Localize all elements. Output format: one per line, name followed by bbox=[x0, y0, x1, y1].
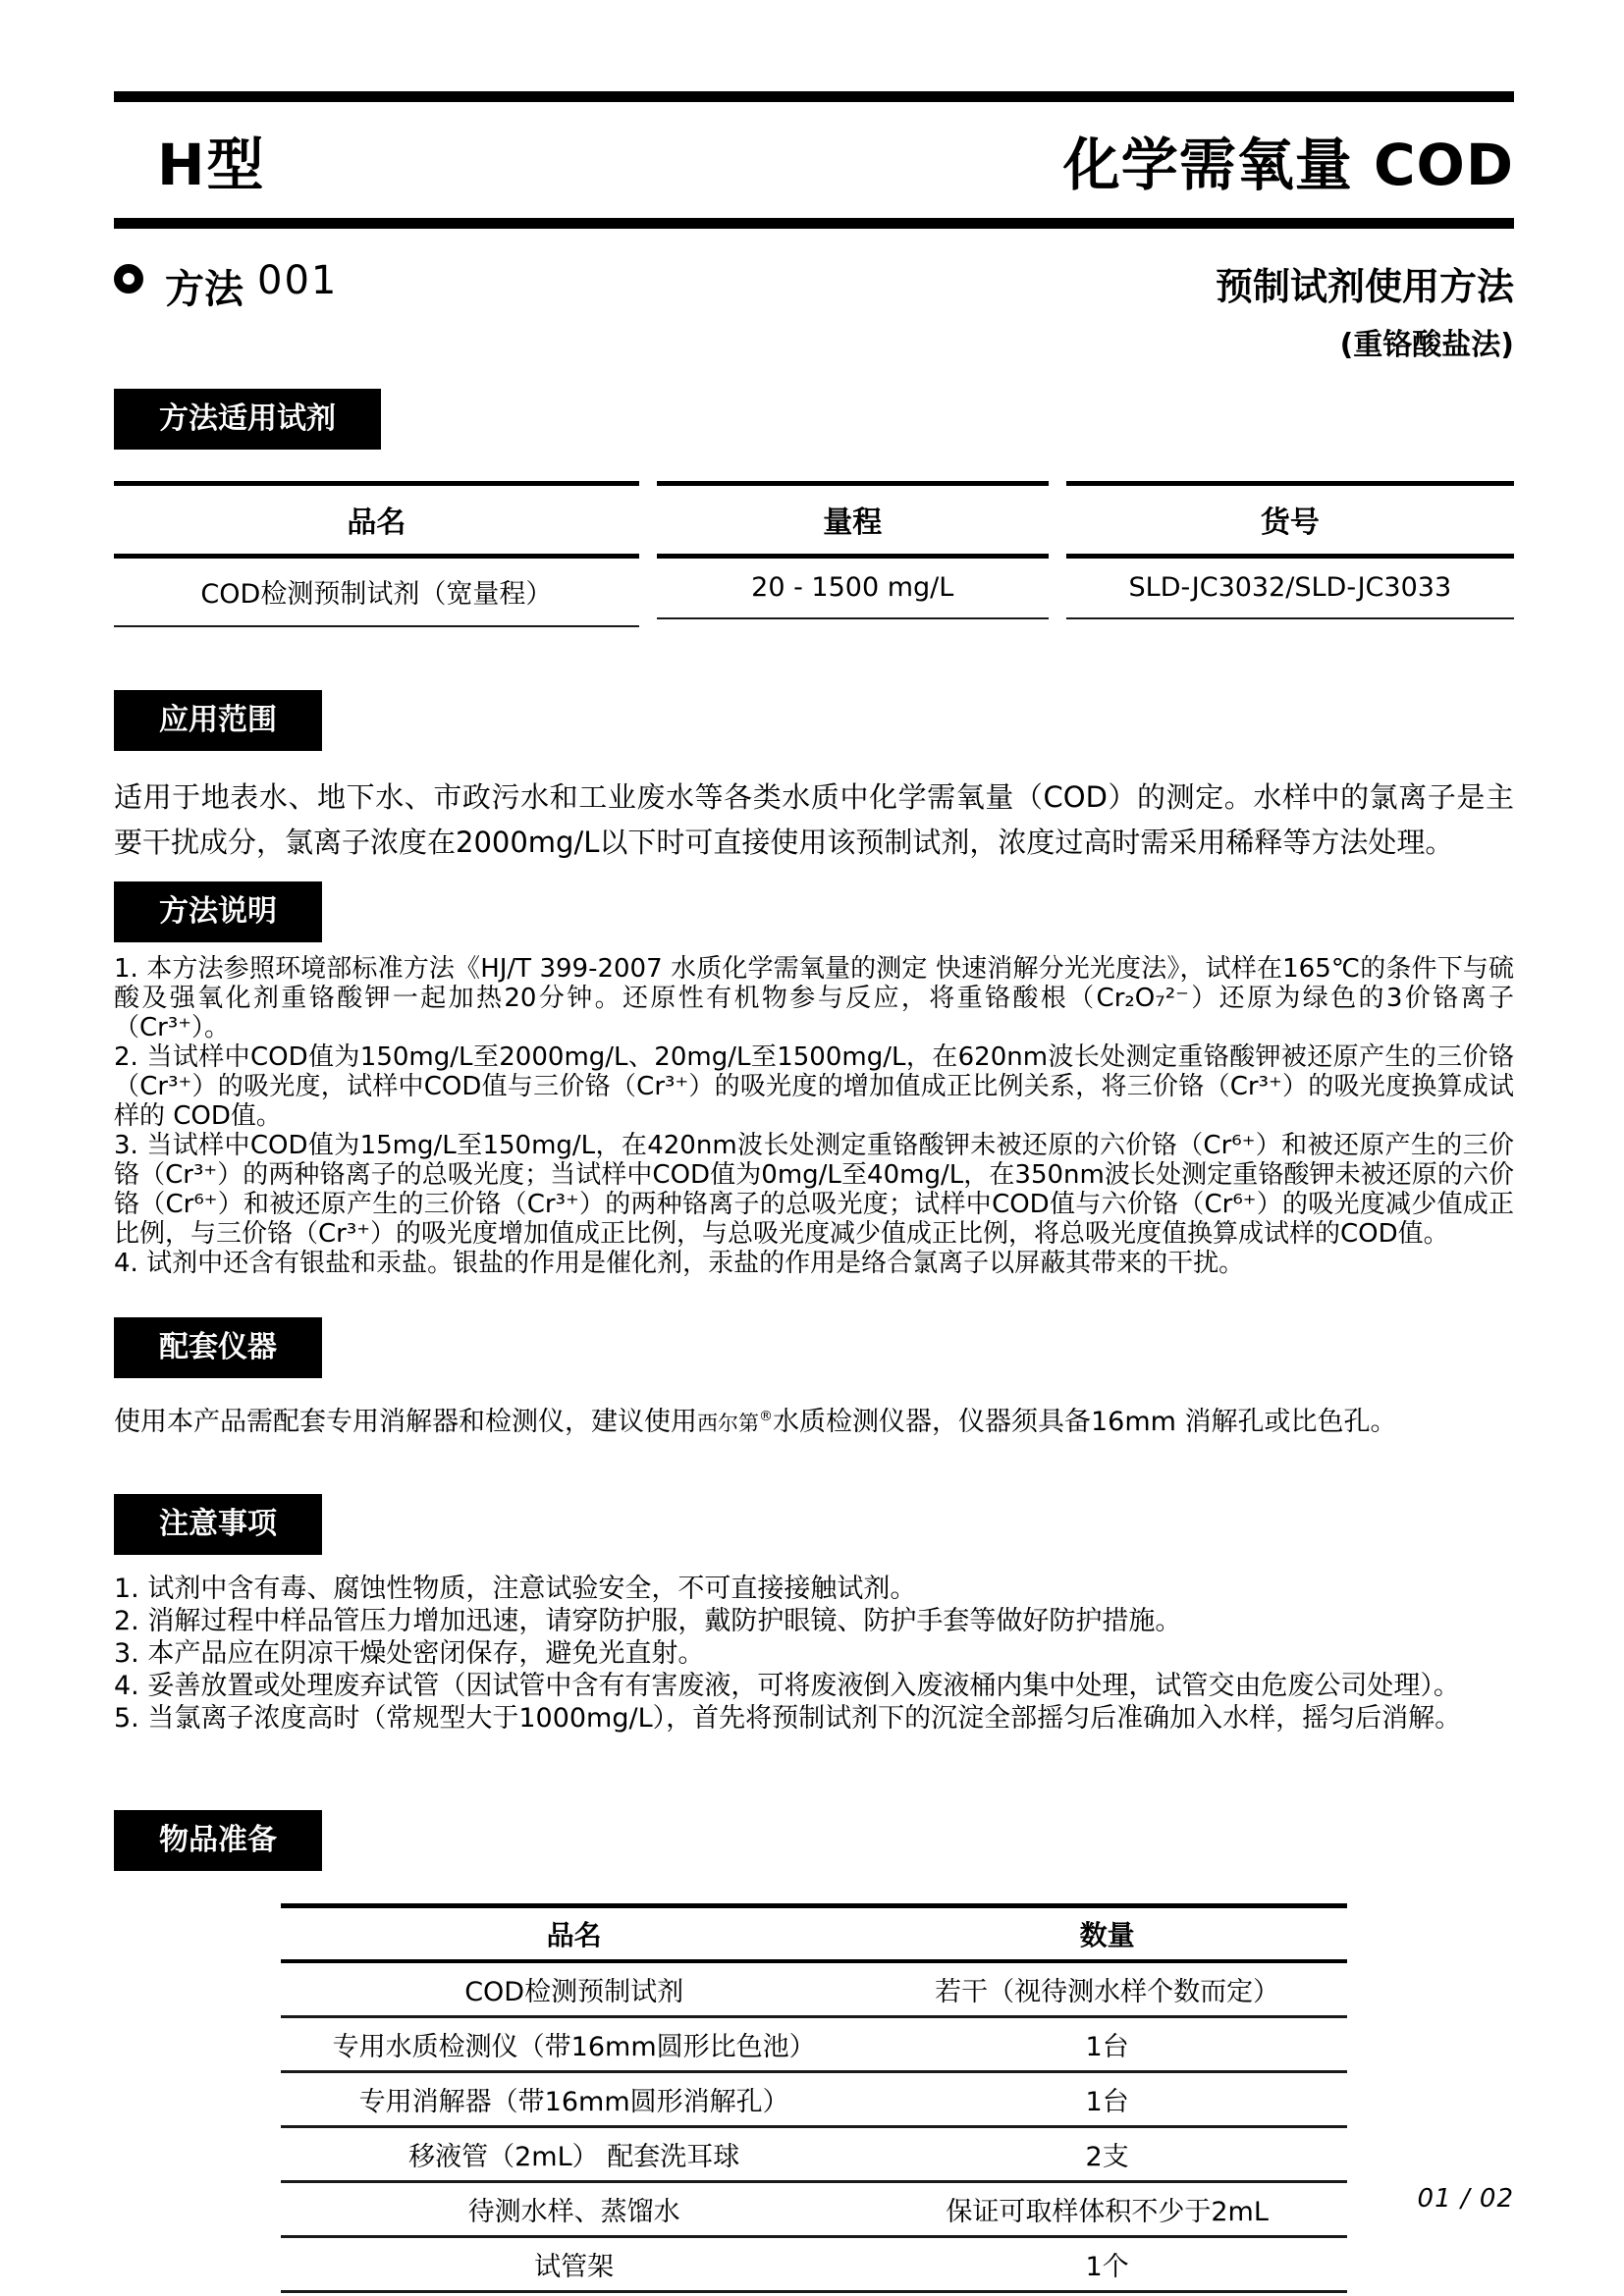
section-scope bbox=[114, 690, 1514, 751]
usage-subtitle: (重铬酸盐法) bbox=[1339, 328, 1514, 362]
reagent-table-col-sku bbox=[1066, 481, 1514, 627]
method-identifier bbox=[114, 256, 338, 363]
table-cell: 若干（视待测水样个数而定） bbox=[935, 1977, 1280, 2007]
table-cell: 2支 bbox=[1085, 2142, 1129, 2172]
table-row bbox=[281, 2183, 1347, 2238]
usage-title: 预制试剂使用方法 bbox=[1215, 265, 1514, 308]
equipment-paragraph bbox=[114, 1400, 1514, 1440]
registered-trademark-mark: ® bbox=[759, 1409, 773, 1424]
preparation-table-wrap bbox=[114, 1903, 1514, 2293]
list-item: 4. 妥善放置或处理废弃试管（因试管中含有有害废液，可将废液倒入废液桶内集中处理，试管交由危废公司处理）。 bbox=[114, 1671, 1460, 1701]
preparation-table bbox=[281, 1903, 1347, 2293]
column-header: 品名 bbox=[546, 1919, 602, 1951]
ring-icon bbox=[114, 264, 143, 294]
column-header: 货号 bbox=[1066, 486, 1514, 559]
header-bottom-rule bbox=[114, 218, 1514, 229]
table-cell: 1台 bbox=[1085, 2087, 1129, 2117]
section-label-preparation: 物品准备 bbox=[114, 1810, 322, 1871]
table-row bbox=[281, 2018, 1347, 2073]
section-equipment bbox=[114, 1317, 1514, 1378]
table-cell: 试管架 bbox=[534, 2252, 615, 2282]
column-header: 数量 bbox=[1079, 1919, 1135, 1951]
method-row bbox=[114, 256, 1514, 363]
method-number: 001 bbox=[257, 258, 339, 303]
table-cell: 保证可取样体积不少于2mL bbox=[946, 2197, 1269, 2227]
table-cell: 20 - 1500 mg/L bbox=[657, 559, 1049, 619]
method-label: 方法 bbox=[165, 267, 244, 312]
page-number: 01 / 02 bbox=[1417, 2184, 1514, 2214]
table-row bbox=[281, 2238, 1347, 2293]
list-item: 1. 试剂中含有毒、腐蚀性物质，注意试验安全，不可直接接触试剂。 bbox=[114, 1574, 917, 1604]
column-header: 品名 bbox=[114, 486, 639, 559]
section-notes bbox=[114, 1494, 1514, 1555]
reagent-table-col-range bbox=[657, 481, 1049, 627]
list-item: 2. 当试样中COD值为150mg/L至2000mg/L、20mg/L至1500mg/L，在620nm波长处测定重铬酸钾被还原产生的三价铬（Cr³⁺）的吸光度，试样中COD值与三价铬（Cr³⁺）的吸光度的增加值成正比例关系，将三价铬（Cr³⁺）的吸光度换算成试样的 COD值。 bbox=[114, 1042, 1514, 1131]
section-label-scope: 应用范围 bbox=[114, 690, 322, 751]
table-cell: COD检测预制试剂（宽量程） bbox=[114, 559, 639, 627]
table-cell: 专用水质检测仪（带16mm圆形比色池） bbox=[332, 2032, 816, 2062]
section-reagents bbox=[114, 389, 1514, 450]
model-title: H型 bbox=[157, 132, 266, 198]
table-header-row bbox=[281, 1908, 1347, 1963]
brand-name: 西尔第 bbox=[697, 1412, 759, 1435]
method-description-list bbox=[114, 954, 1514, 1278]
table-cell: 移液管（2mL） 配套洗耳球 bbox=[408, 2142, 740, 2172]
table-row bbox=[281, 2073, 1347, 2128]
equipment-text-suffix: 水质检测仪器，仪器须具备16mm 消解孔或比色孔。 bbox=[773, 1407, 1397, 1437]
reagent-table bbox=[114, 481, 1514, 627]
list-item: 3. 本产品应在阴凉干燥处密闭保存，避免光直射。 bbox=[114, 1638, 705, 1669]
list-item: 3. 当试样中COD值为15mg/L至150mg/L，在420nm波长处测定重铬酸钾未被还原的六价铬（Cr⁶⁺）和被还原产生的三价铬（Cr³⁺）的两种铬离子的总吸光度；当试样中COD值为0mg/L至40mg/L，在350nm波长处测定重铬酸钾未被还原的六价铬（Cr⁶⁺）和被还原产生的三价铬（Cr³⁺）的两种铬离子的总吸光度；试样中COD值与六价铬（Cr⁶⁺）的吸光度减少值成正比例，与三价铬（Cr³⁺）的吸光度增加值成正比例，与总吸光度减少值成正比例，将总吸光度值换算成试样的COD值。 bbox=[114, 1131, 1514, 1249]
table-cell: 专用消解器（带16mm圆形消解孔） bbox=[358, 2087, 789, 2117]
section-preparation bbox=[114, 1810, 1514, 1871]
table-cell: 1个 bbox=[1085, 2252, 1129, 2282]
section-label-reagents: 方法适用试剂 bbox=[114, 389, 381, 450]
notes-list bbox=[114, 1573, 1514, 1735]
table-cell: 待测水样、蒸馏水 bbox=[467, 2197, 680, 2227]
page-title: 化学需氧量 COD bbox=[1062, 132, 1514, 198]
scope-paragraph: 适用于地表水、地下水、市政污水和工业废水等各类水质中化学需氧量（COD）的测定。水样中的氯离子是主要干扰成分，氯离子浓度在2000mg/L以下时可直接使用该预制试剂，浓度过高时需采用稀释等方法处理。 bbox=[114, 780, 1514, 859]
list-item: 2. 消解过程中样品管压力增加迅速，请穿防护服，戴防护眼镜、防护手套等做好防护措施。 bbox=[114, 1606, 1182, 1636]
table-cell: SLD-JC3032/SLD-JC3033 bbox=[1066, 559, 1514, 619]
header-top-rule bbox=[114, 91, 1514, 102]
usage-titles bbox=[1216, 256, 1514, 363]
table-row bbox=[281, 2128, 1347, 2183]
section-label-equipment: 配套仪器 bbox=[114, 1317, 322, 1378]
list-item: 4. 试剂中还含有银盐和汞盐。银盐的作用是催化剂，汞盐的作用是络合氯离子以屏蔽其带来的干扰。 bbox=[114, 1249, 1245, 1278]
column-header: 量程 bbox=[657, 486, 1049, 559]
section-method-description bbox=[114, 881, 1514, 942]
document-header bbox=[114, 102, 1514, 218]
section-label-method-description: 方法说明 bbox=[114, 881, 322, 942]
table-cell: COD检测预制试剂 bbox=[464, 1977, 684, 2007]
table-cell: 1台 bbox=[1085, 2032, 1129, 2062]
reagent-table-col-name bbox=[114, 481, 639, 627]
list-item: 5. 当氯离子浓度高时（常规型大于1000mg/L），首先将预制试剂下的沉淀全部摇匀后准确加入水样，摇匀后消解。 bbox=[114, 1703, 1462, 1734]
list-item: 1. 本方法参照环境部标准方法《HJ/T 399-2007 水质化学需氧量的测定 快速消解分光光度法》，试样在165℃的条件下与硫酸及强氧化剂重铬酸钾一起加热20分钟。还原性有机物参与反应，将重铬酸根（Cr₂O₇²⁻）还原为绿色的3价铬离子（Cr³⁺）。 bbox=[114, 954, 1514, 1042]
equipment-text-prefix: 使用本产品需配套专用消解器和检测仪，建议使用 bbox=[114, 1407, 697, 1437]
section-label-notes: 注意事项 bbox=[114, 1494, 322, 1555]
table-row bbox=[281, 1963, 1347, 2018]
